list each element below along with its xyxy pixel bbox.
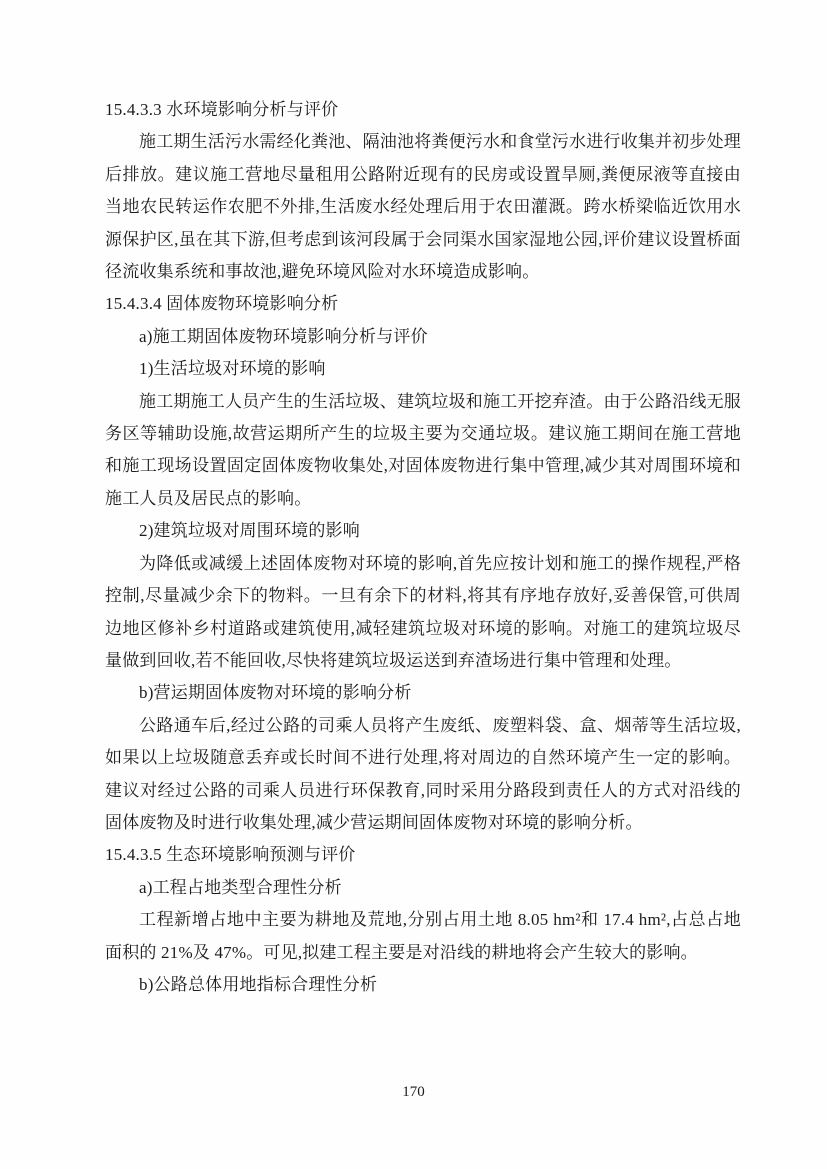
paragraph: 施工期生活污水需经化粪池、隔油池将粪便污水和食堂污水进行收集并初步处理后排放。建议施工营地尽量租用公路附近现有的民房或设置旱厕,粪便尿液等直接由当地农民转运作农肥不外排,生活废水经处理后用于农田灌溉。跨水桥梁临近饮用水源保护区,虽在其下游,但考虑到该河段属于会同渠水国家湿地公园,评价建议设置桥面径流收集系统和事故池,避免环境风险对水环境造成影响。: [105, 132, 741, 282]
list-item: b)营运期固体废物对环境的影响分析: [139, 683, 412, 703]
paragraph: 公路通车后,经过公路的司乘人员将产生废纸、废塑料袋、盒、烟蒂等生活垃圾,如果以上垃圾随意丢弃或长时间不进行处理,将对周边的自然环境产生一定的影响。建议对经过公路的司乘人员进行环保教育,同时采用分路段到责任人的方式对沿线的固体废物及时进行收集处理,减少营运期间固体废物对环境的影响分析。: [105, 715, 741, 832]
section-heading: 15.4.3.3 水环境影响分析与评价: [105, 100, 339, 119]
page-number: 170: [402, 1084, 425, 1100]
list-item: a)工程占地类型合理性分析: [139, 877, 342, 897]
document-body: [105, 94, 741, 1001]
section-heading: 15.4.3.4 固体废物环境影响分析: [105, 294, 339, 314]
paragraph: 为降低或减缓上述固体废物对环境的影响,首先应按计划和施工的操作规程,严格控制,尽量减少余下的物料。一旦有余下的材料,将其有序地存放好,妥善保管,可供周边地区修补乡村道路或建筑使用,减轻建筑垃圾对环境的影响。对施工的建筑垃圾尽量做到回收,若不能回收,尽快将建筑垃圾运送到弃渣场进行集中管理和处理。: [105, 553, 741, 670]
paragraph: 施工期施工人员产生的生活垃圾、建筑垃圾和施工开挖弃渣。由于公路沿线无服务区等辅助设施,故营运期所产生的垃圾主要为交通垃圾。建议施工期间在施工营地和施工现场设置固定固体废物收集处,对固体废物进行集中管理,减少其对周围环境和施工人员及居民点的影响。: [105, 391, 741, 508]
list-item: 2)建筑垃圾对周围环境的影响: [139, 521, 360, 541]
list-item: a)施工期固体废物环境影响分析与评价: [139, 326, 428, 346]
paragraph: 工程新增占地中主要为耕地及荒地,分别占用土地 8.05 hm²和 17.4 hm²,占总占地面积的 21%及 47%。可见,拟建工程主要是对沿线的耕地将会产生较大的影响。: [105, 910, 741, 962]
list-item: 1)生活垃圾对环境的影响: [139, 359, 326, 379]
section-heading: 15.4.3.5 生态环境影响预测与评价: [105, 845, 356, 865]
list-item: b)公路总体用地指标合理性分析: [139, 974, 378, 994]
